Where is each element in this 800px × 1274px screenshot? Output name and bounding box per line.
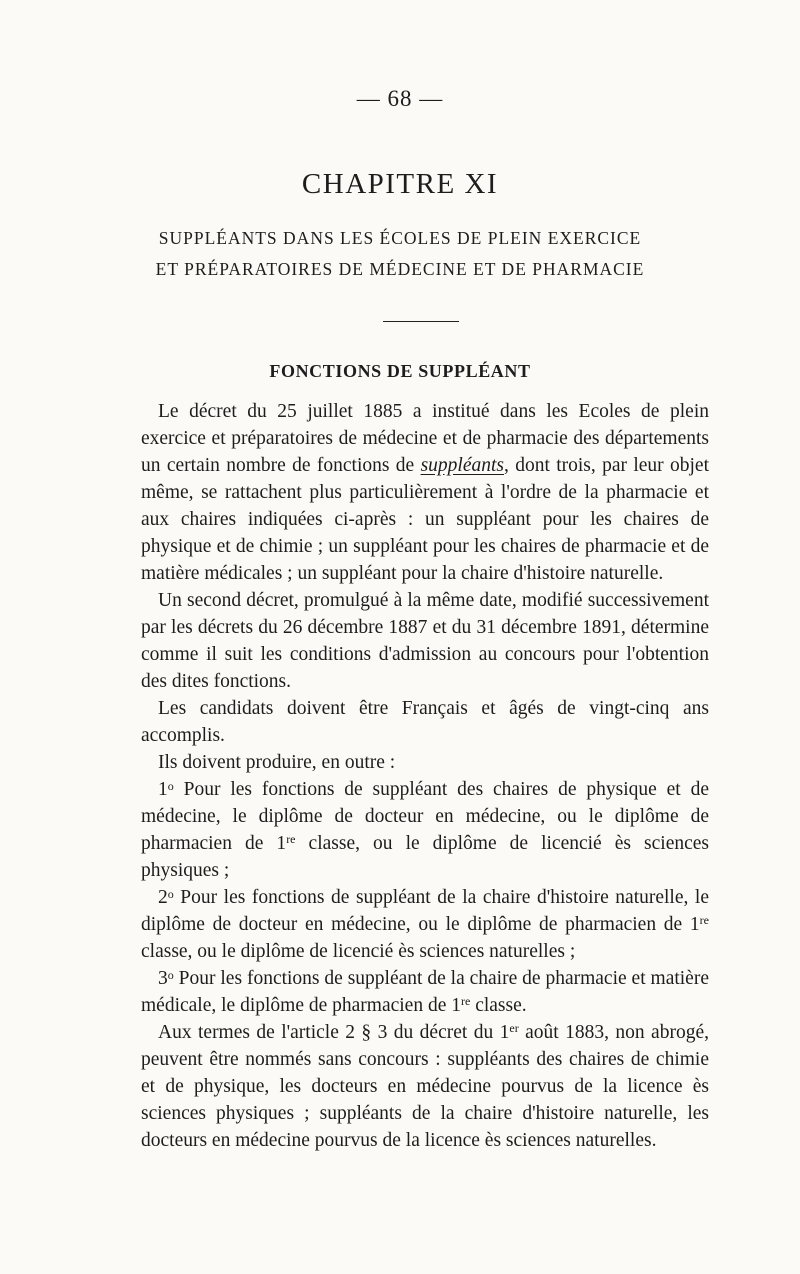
paragraph-1: Le décret du 25 juillet 1885 a institué dans les Ecoles de plein exercice et préparatoires de médecine et de pharmacie des départements un certain nombre de fonctions de suppléants, dont trois, par leur objet même, se rattachent plus particulièrement à l'ordre de la pharmacie et aux chaires indiquées ci-après : un suppléant pour les chaires de physique et de chimie ; un suppléant pour les chaires de pharmacie et de matière médicales ; un suppléant pour la chaire d'histoire naturelle. xyxy=(141,401,709,584)
section-title: FONCTIONS DE SUPPLÉANT xyxy=(269,361,531,381)
emphasis-suppleants: suppléants xyxy=(420,455,504,476)
paragraph-item-3: 3$^o$ Pour les fonctions de suppléant de la chaire de pharmacie et matière médicale, le diplôme de pharmacien de 1re classe. xyxy=(141,968,709,1016)
paragraph-4: Ils doivent produire, en outre : xyxy=(158,752,396,773)
paragraph-3: Les candidats doivent être Français et âgés de vingt-cinq ans accomplis. xyxy=(141,698,709,746)
body-text xyxy=(141,398,709,1154)
page-number: — 68 — xyxy=(356,86,444,111)
divider-rule xyxy=(383,321,459,322)
chapter-title: CHAPITRE XI xyxy=(301,168,499,200)
chapter-subtitle-line-1: SUPPLÉANTS DANS LES ÉCOLES DE PLEIN EXERCICE xyxy=(158,228,642,248)
paragraph-2: Un second décret, promulgué à la même date, modifié successivement par les décrets du 26 décembre 1887 et du 31 décembre 1891, détermine comme il suit les conditions d'admission au concours pour l'obtention des dites fonctions. xyxy=(141,590,709,692)
paragraph-item-1: 1$^o$ Pour les fonctions de suppléant des chaires de physique et de médecine, le diplôme de docteur en médecine, ou le diplôme de pharmacien de 1re classe, ou le diplôme de licencié ès sciences physiques ; xyxy=(141,779,709,881)
chapter-subtitle-line-2: ET PRÉPARATOIRES DE MÉDECINE ET DE PHARMACIE xyxy=(155,259,645,279)
paragraph-article: Aux termes de l'article 2 § 3 du décret du 1er août 1883, non abrogé, peuvent être nommés sans concours : suppléants des chaires de chimie et de physique, les docteurs en médecine pourvus de la licence ès sciences physiques ; suppléants de la chaire d'histoire naturelle, les docteurs en médecine pourvus de la licence ès sciences naturelles. xyxy=(141,1021,709,1151)
paragraph-item-2: 2$^o$ Pour les fonctions de suppléant de la chaire d'histoire naturelle, le diplôme de docteur en médecine, ou le diplôme de pharmacien de 1re classe, ou le diplôme de licencié ès sciences naturelles ; xyxy=(141,887,709,962)
